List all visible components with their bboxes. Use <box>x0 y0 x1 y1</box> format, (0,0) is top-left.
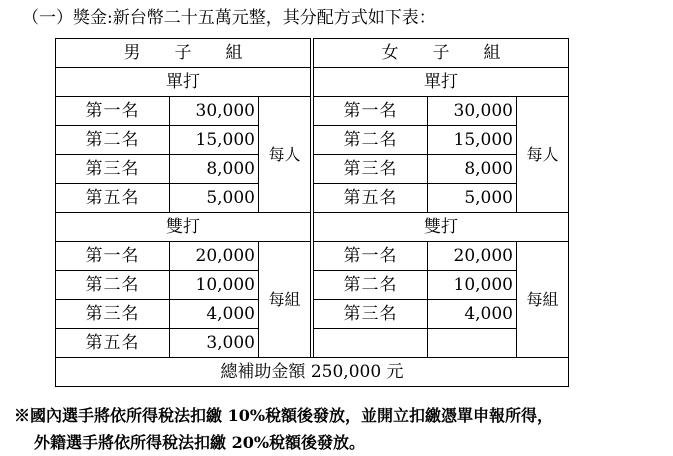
rank-cell: 第二名 <box>314 126 428 155</box>
table-row <box>56 155 569 184</box>
men-doubles-label: 雙打 <box>56 213 311 242</box>
table-row <box>56 300 569 329</box>
rank-cell: 第二名 <box>56 126 170 155</box>
rank-cell: 第三名 <box>314 300 428 329</box>
table-row <box>56 184 569 213</box>
table-row <box>56 242 569 271</box>
table-row <box>56 213 569 242</box>
prize-table <box>55 38 569 387</box>
table-row <box>56 126 569 155</box>
tax-note-line: 外籍選手將依所得稅法扣繳 20%稅額後發放。 <box>34 433 366 452</box>
women-singles-label: 單打 <box>314 68 569 97</box>
amount-cell: 30,000 <box>170 97 259 126</box>
tax-note-line: ※國內選手將依所得稅法扣繳 10%稅額後發放，並開立扣繳憑單申報所得， <box>14 406 554 425</box>
amount-cell: 15,000 <box>428 126 517 155</box>
rank-cell: 第三名 <box>56 155 170 184</box>
tax-notes <box>14 402 553 456</box>
table-row <box>56 329 569 358</box>
rank-cell: 第一名 <box>56 242 170 271</box>
total-amount: 總補助金額 250,000 元 <box>56 358 569 387</box>
amount-cell: 8,000 <box>428 155 517 184</box>
rank-cell: 第一名 <box>314 97 428 126</box>
rank-cell: 第二名 <box>314 271 428 300</box>
men-singles-label: 單打 <box>56 68 311 97</box>
women-doubles-note: 每組 <box>517 242 569 358</box>
women-doubles-label: 雙打 <box>314 213 569 242</box>
table-row <box>56 39 569 68</box>
rank-cell: 第三名 <box>314 155 428 184</box>
women-group-title: 女 子 組 <box>314 39 569 68</box>
rank-cell: 第二名 <box>56 271 170 300</box>
amount-cell: 20,000 <box>170 242 259 271</box>
table-row <box>56 68 569 97</box>
men-doubles-note: 每組 <box>259 242 311 358</box>
women-singles-note: 每人 <box>517 97 569 213</box>
rank-cell: 第五名 <box>314 184 428 213</box>
amount-cell: 4,000 <box>428 300 517 329</box>
section-heading: （一）獎金:新台幣二十五萬元整，其分配方式如下表： <box>22 8 436 28</box>
table-row <box>56 271 569 300</box>
table-row <box>56 97 569 126</box>
amount-cell: 3,000 <box>170 329 259 358</box>
rank-cell: 第一名 <box>314 242 428 271</box>
amount-cell: 5,000 <box>428 184 517 213</box>
amount-cell: 20,000 <box>428 242 517 271</box>
rank-cell: 第三名 <box>56 300 170 329</box>
amount-cell: 4,000 <box>170 300 259 329</box>
table-row <box>56 358 569 387</box>
amount-cell: 8,000 <box>170 155 259 184</box>
amount-cell: 10,000 <box>428 271 517 300</box>
men-group-title: 男 子 組 <box>56 39 311 68</box>
empty-cell <box>428 329 517 358</box>
rank-cell: 第五名 <box>56 329 170 358</box>
amount-cell: 10,000 <box>170 271 259 300</box>
rank-cell: 第五名 <box>56 184 170 213</box>
men-singles-note: 每人 <box>259 97 311 213</box>
amount-cell: 30,000 <box>428 97 517 126</box>
rank-cell: 第一名 <box>56 97 170 126</box>
empty-cell <box>314 329 428 358</box>
amount-cell: 15,000 <box>170 126 259 155</box>
amount-cell: 5,000 <box>170 184 259 213</box>
